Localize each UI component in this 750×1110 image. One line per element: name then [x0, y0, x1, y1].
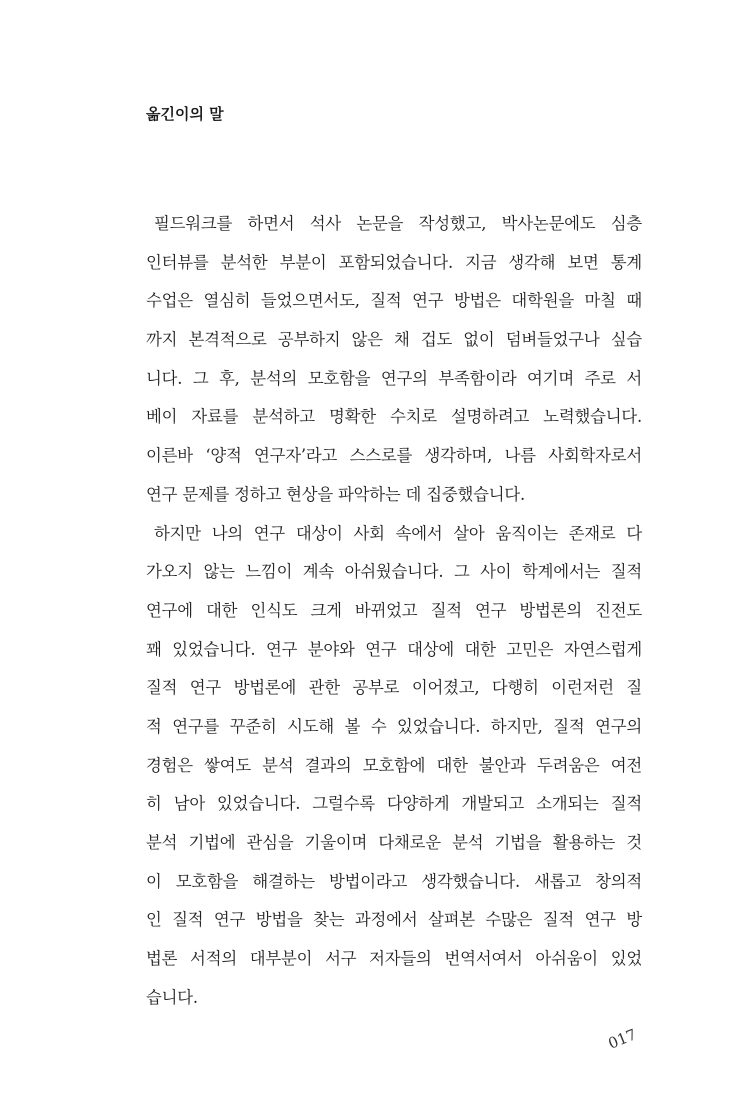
- text-line: 수업은 열심히 들었으면서도, 질적 연구 방법은 대학원을 마칠 때: [146, 291, 642, 311]
- paragraph-2: [146, 515, 642, 1018]
- text-line: 하지만 나의 연구 대상이 사회 속에서 살아 움직이는 존재로 다: [154, 523, 642, 543]
- text-line: 까지 본격적으로 공부하지 않은 채 겁도 없이 덤벼들었구나 싶습: [146, 330, 642, 350]
- text-line: 적 연구를 꾸준히 시도해 볼 수 있었습니다. 하지만, 질적 연구의: [146, 716, 642, 736]
- section-heading: 옮긴이의 말: [146, 105, 224, 123]
- text-line: 질적 연구 방법론에 관한 공부로 이어졌고, 다행히 이런저런 질: [146, 678, 642, 698]
- paragraph-1: [146, 205, 642, 515]
- text-line: 인 질적 연구 방법을 찾는 과정에서 살펴본 수많은 질적 연구 방: [146, 910, 642, 930]
- text-line: 습니다.: [146, 987, 198, 1007]
- text-line: 법론 서적의 대부분이 서구 저자들의 번역서여서 아쉬움이 있었: [146, 949, 642, 969]
- text-line: 연구에 대한 인식도 크게 바뀌었고 질적 연구 방법론의 진전도: [146, 600, 642, 620]
- page-number: 017: [605, 1025, 639, 1053]
- text-line: 가오지 않는 느낌이 계속 아쉬웠습니다. 그 사이 학계에서는 질적: [146, 562, 642, 582]
- body-text: [146, 205, 642, 1017]
- text-line: 이 모호함을 해결하는 방법이라고 생각했습니다. 새롭고 창의적: [146, 871, 642, 891]
- text-line: 꽤 있었습니다. 연구 분야와 연구 대상에 대한 고민은 자연스럽게: [146, 639, 642, 659]
- text-line: 경험은 쌓여도 분석 결과의 모호함에 대한 불안과 두려움은 여전: [146, 755, 642, 775]
- text-line: 이른바 ‘양적 연구자’라고 스스로를 생각하며, 나름 사회학자로서: [146, 446, 642, 466]
- text-line: 히 남아 있었습니다. 그럴수록 다양하게 개발되고 소개되는 질적: [146, 794, 642, 814]
- text-line: 분석 기법에 관심을 기울이며 다채로운 분석 기법을 활용하는 것: [146, 833, 642, 852]
- text-line: 연구 문제를 정하고 현상을 파악하는 데 집중했습니다.: [146, 484, 526, 504]
- text-line: 베이 자료를 분석하고 명확한 수치로 설명하려고 노력했습니다.: [146, 407, 642, 427]
- text-line: 니다. 그 후, 분석의 모호함을 연구의 부족함이라 여기며 주로 서: [146, 368, 642, 388]
- text-line: 인터뷰를 분석한 부분이 포함되었습니다. 지금 생각해 보면 통계: [146, 252, 642, 272]
- text-line: 필드워크를 하면서 석사 논문을 작성했고, 박사논문에도 심층: [154, 214, 642, 233]
